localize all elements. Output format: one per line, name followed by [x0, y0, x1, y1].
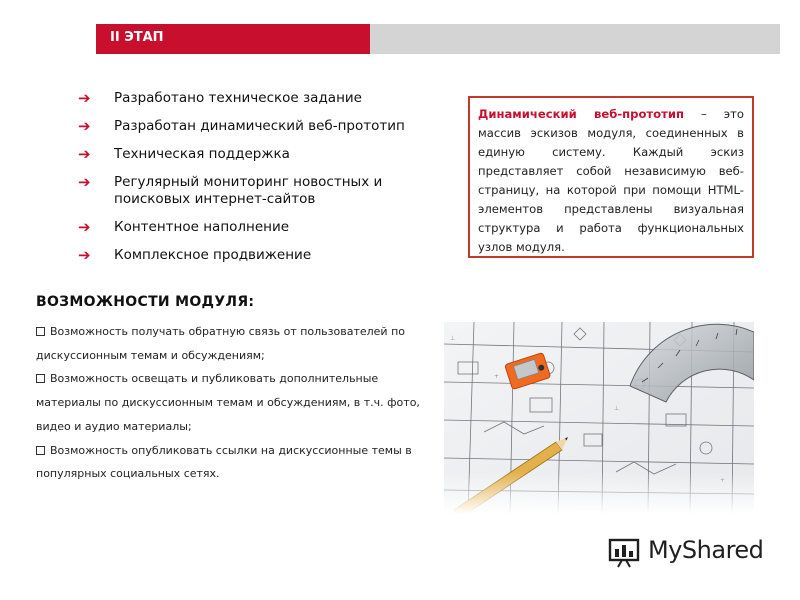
list-item-label: Разработано техническое задание [114, 90, 362, 106]
stage-results-list [78, 90, 418, 275]
feature-text: Возможность опубликовать ссылки на дискуссионные темы в популярных социальных сетях. [36, 443, 412, 481]
callout-term: Динамический веб-прототип [478, 107, 684, 121]
arrow-right-icon: ➔ [78, 173, 91, 191]
myshared-logo-icon [608, 536, 642, 568]
feature-text: Возможность получать обратную связь от пользователей по дискуссионным темам и обсуждениям; [36, 325, 406, 362]
watermark-text: MyShared [648, 536, 764, 564]
section-heading: ВОЗМОЖНОСТИ МОДУЛЯ: [36, 294, 255, 310]
arrow-right-icon: ➔ [78, 218, 91, 236]
arrow-right-icon: ➔ [78, 117, 91, 135]
list-item-label: Регулярный мониторинг новостных и поисковых интернет-сайтов [114, 174, 383, 207]
checkbox-square-icon [36, 327, 45, 336]
capabilities-list [36, 320, 438, 486]
list-item-label: Разработан динамический веб-прототип [114, 118, 405, 134]
feature-text: Возможность освещать и публиковать дополнительные материалы по дискуссионным темам и обсуждениям, в т.ч. фото, видео и аудио материалы; [36, 372, 420, 433]
list-item [78, 219, 418, 236]
checkbox-square-icon [36, 374, 45, 383]
list-item [78, 146, 418, 163]
list-item [78, 174, 418, 208]
arrow-right-icon: ➔ [78, 246, 91, 264]
blueprint-photo [444, 322, 754, 514]
list-item [36, 367, 438, 438]
list-item [78, 90, 418, 107]
arrow-right-icon: ➔ [78, 89, 91, 107]
list-item-label: Контентное наполнение [114, 219, 290, 235]
header-bar-extension [370, 24, 780, 54]
arrow-right-icon: ➔ [78, 145, 91, 163]
list-item [78, 118, 418, 135]
list-item [36, 439, 438, 486]
checkbox-square-icon [36, 446, 45, 455]
list-item [78, 247, 418, 264]
callout-text: – это массив эскизов модуля, соединенных в единую систему. Каждый эскиз представляет собой независимую веб-страницу, на которой при помощи HTML-элементов представлены визуальная структура и работа функциональных узлов модуля. [478, 107, 744, 254]
list-item-label: Комплексное продвижение [114, 247, 312, 263]
stage-title: II ЭТАП [110, 30, 164, 45]
list-item [36, 320, 438, 367]
definition-callout [468, 96, 754, 258]
list-item-label: Техническая поддержка [114, 146, 290, 162]
